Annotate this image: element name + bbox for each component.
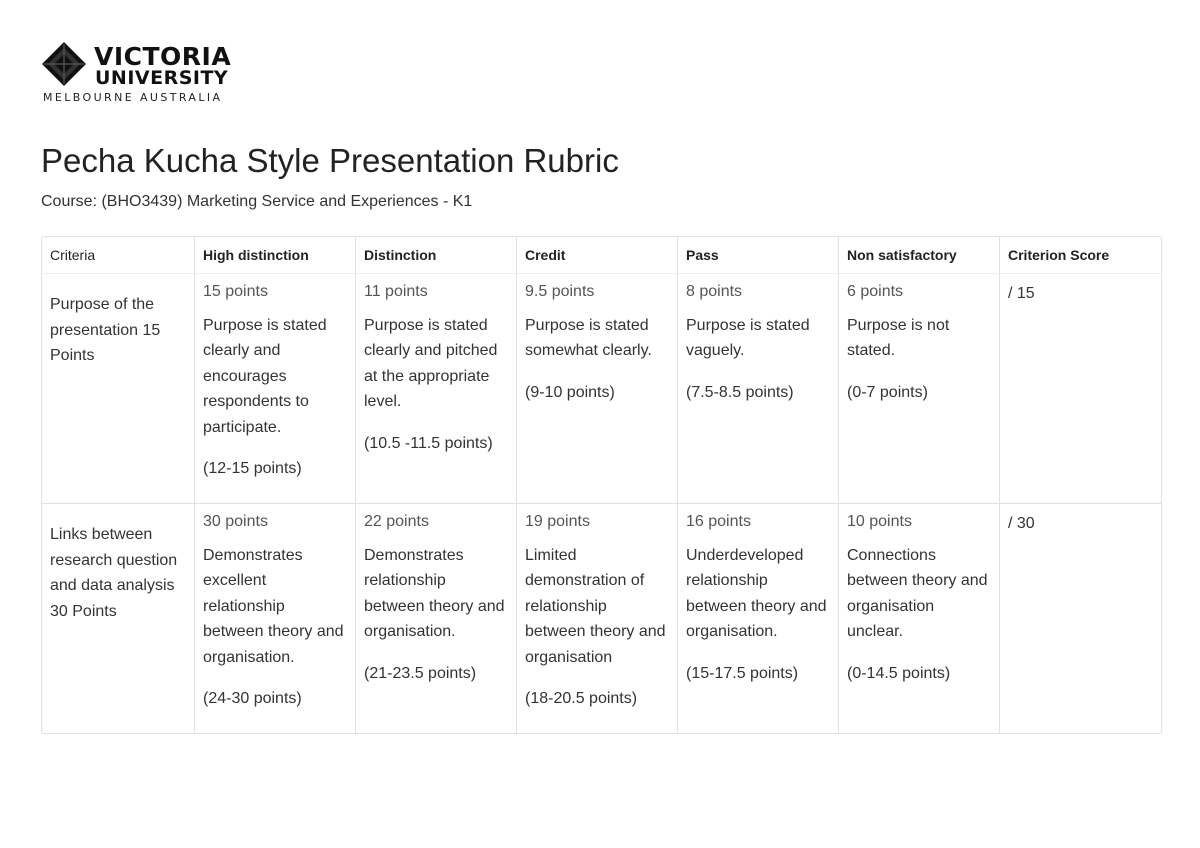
level-range: (0-7 points)	[847, 383, 928, 401]
criterion-cell	[42, 274, 195, 504]
criterion-name: Purpose of the presentation 15 Points	[50, 296, 161, 364]
level-description: Limited demonstration of relationship between theory and organisation	[525, 546, 666, 666]
level-points: 30 points	[203, 513, 268, 530]
level-points: 22 points	[364, 513, 429, 530]
level-cell	[678, 274, 839, 504]
level-points: 6 points	[847, 283, 904, 300]
level-description: Connections between theory and organisation unclear.	[847, 546, 988, 640]
level-points: 19 points	[525, 513, 590, 530]
level-cell	[517, 504, 678, 733]
header-distinction: Distinction	[356, 237, 517, 274]
level-points: 10 points	[847, 513, 912, 530]
level-points: 15 points	[203, 283, 268, 300]
page-title: Pecha Kucha Style Presentation Rubric	[41, 142, 619, 179]
level-cell	[356, 504, 517, 733]
level-range: (10.5 -11.5 points)	[364, 434, 493, 452]
level-description: Purpose is stated somewhat clearly.	[525, 316, 652, 359]
criterion-name: Links between research question and data analysis 30 Points	[50, 526, 178, 620]
criterion-cell	[42, 504, 195, 733]
level-description: Underdeveloped relationship between theory and organisation.	[686, 546, 827, 640]
header-criteria: Criteria	[42, 237, 195, 274]
level-points: 11 points	[364, 283, 428, 300]
level-points: 16 points	[686, 513, 751, 530]
level-range: (9-10 points)	[525, 383, 615, 401]
level-description: Purpose is stated clearly and pitched at the appropriate level.	[364, 316, 498, 410]
course-label: Course: (BHO3439) Marketing Service and Experiences - K1	[41, 193, 473, 210]
table-row	[42, 504, 1161, 733]
level-range: (0-14.5 points)	[847, 664, 951, 682]
level-range: (18-20.5 points)	[525, 690, 638, 707]
vu-diamond-logo-icon	[42, 42, 86, 86]
header-credit: Credit	[517, 237, 678, 274]
level-points: 8 points	[686, 283, 743, 300]
header-high-distinction: High distinction	[195, 237, 356, 274]
criterion-score: / 30	[1008, 515, 1035, 532]
level-range: (7.5-8.5 points)	[686, 383, 794, 401]
level-cell	[839, 274, 1000, 504]
criterion-score: / 15	[1008, 285, 1035, 302]
level-range: (21-23.5 points)	[364, 664, 477, 682]
victoria-university-logo	[42, 40, 242, 106]
level-description: Purpose is stated clearly and encourages respondents to participate.	[203, 316, 327, 436]
level-description: Demonstrates excellent relationship between theory and organisation.	[203, 546, 344, 666]
header-non-satisfactory: Non satisfactory	[839, 237, 1000, 274]
header-criterion-score: Criterion Score	[1000, 237, 1161, 274]
level-cell	[356, 274, 517, 504]
logo-text-victoria: VICTORIA	[94, 42, 232, 71]
table-row	[42, 274, 1161, 504]
table-header-row	[42, 237, 1161, 274]
level-description: Demonstrates relationship between theory and organisation.	[364, 546, 505, 640]
level-points: 9.5 points	[525, 283, 595, 300]
logo-text-university: UNIVERSITY	[95, 67, 229, 89]
logo-text-location: MELBOURNE AUSTRALIA	[43, 91, 223, 104]
level-cell	[678, 504, 839, 733]
header-pass: Pass	[678, 237, 839, 274]
level-range: (15-17.5 points)	[686, 664, 799, 682]
level-cell	[195, 274, 356, 504]
level-range: (24-30 points)	[203, 690, 302, 707]
rubric-table	[41, 236, 1162, 734]
level-cell	[839, 504, 1000, 733]
level-range: (12-15 points)	[203, 460, 302, 477]
score-cell	[1000, 274, 1161, 504]
score-cell	[1000, 504, 1161, 733]
level-description: Purpose is not stated.	[847, 316, 950, 359]
level-cell	[195, 504, 356, 733]
level-description: Purpose is stated vaguely.	[686, 316, 810, 359]
level-cell	[517, 274, 678, 504]
